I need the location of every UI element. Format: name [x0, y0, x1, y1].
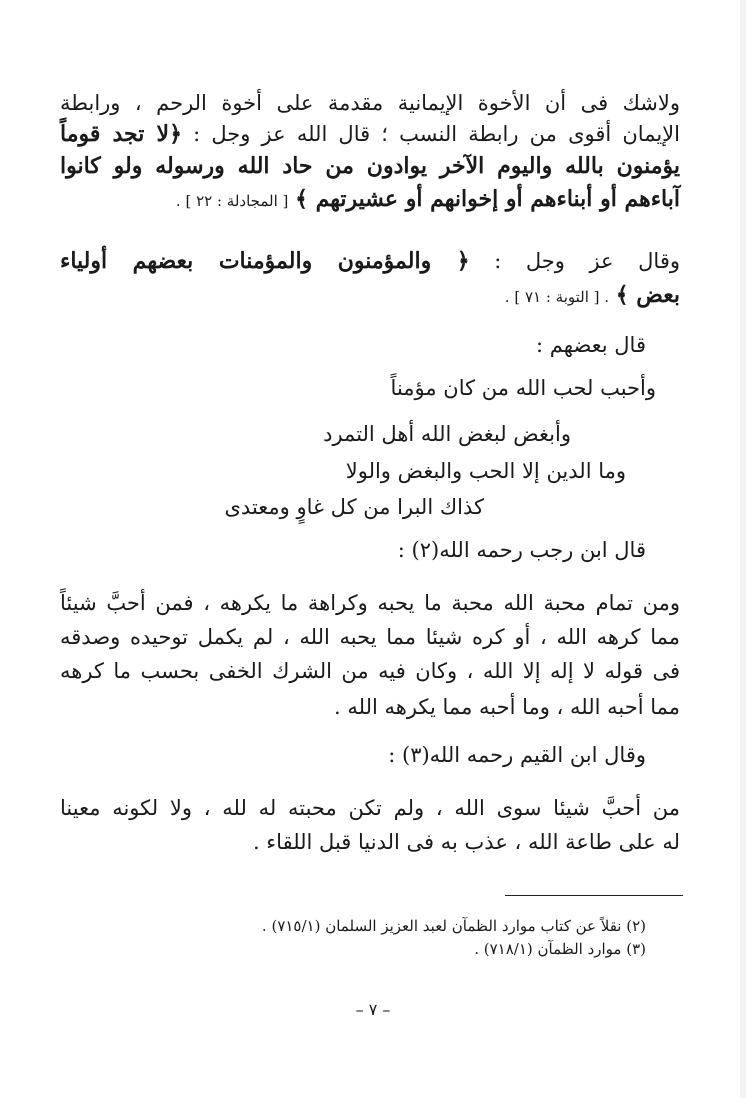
quote2-line1: من أحبَّ شيئا سوى الله ، ولم تكن محبته له لله ، ولا لكونه معينا: [60, 796, 680, 820]
footnote-2: (٢) نقلاً عن كتاب موارد الظمآن لعبد العزيز السلمان (٧١٥/١) .: [261, 917, 646, 935]
quote1-line3: فى قوله لا إله إلا الله ، وكان فيه من الشرك الخفى بحسب ما كرهه: [60, 659, 680, 683]
quote1-attribution: قال ابن رجب رحمه الله(٢) :: [397, 538, 646, 562]
paragraph2-line2: [60, 280, 680, 312]
paragraph2-line1: [60, 246, 680, 276]
quran-ref-mujadila: [ المجادلة : ٢٢ ] .: [175, 192, 289, 210]
quran-verse-tawba-end: بعض ﴾: [615, 282, 680, 308]
paragraph1-line2: [60, 119, 680, 149]
quran-verse-mujadila-end: آباءهم أو أبناءهم أو إخوانهم أو عشيرتهم ﴾: [295, 186, 680, 212]
quote1-line2: مما كرهه الله ، أو كره شيئا مما يحبه الله ، لم يكمل توحيده وصدقه: [60, 625, 680, 649]
paragraph2-line1-text: وقال عز وجل :: [494, 249, 680, 273]
footnote-divider: [505, 895, 683, 896]
page-edge: [740, 0, 746, 1098]
quote1-line1: ومن تمام محبة الله محبة ما يحبه وكراهة ما يكرهه ، فمن أحبَّ شيئاً: [60, 591, 680, 615]
quote1-line4: مما أحبه الله ، وما أحبه مما يكرهه الله .: [334, 695, 680, 719]
poem-verse-1: وأحبب لحب الله من كان مؤمناً: [390, 376, 656, 400]
paragraph1-line4: [60, 184, 680, 216]
paragraph1-line2-text: الإيمان أقوى من رابطة النسب ؛ قال الله عز وجل :: [193, 122, 680, 146]
quote2-attribution: وقال ابن القيم رحمه الله(٣) :: [388, 743, 646, 767]
paragraph1-line1: ولاشك فى أن الأخوة الإيمانية مقدمة على أخوة الرحم ، ورابطة: [60, 91, 680, 115]
poem-verse-4: كذاك البرا من كل غاوٍ ومعتدى: [224, 495, 484, 519]
quran-verse-mujadila-line2: يؤمنون بالله واليوم الآخر يوادون من حاد الله ورسوله ولو كانوا: [60, 153, 680, 179]
page-number: – ٧ –: [355, 1000, 391, 1019]
quran-verse-mujadila-start: ﴿لا تجد قوماً: [60, 121, 182, 147]
poem-verse-2: وأبغض لبغض الله أهل التمرد: [323, 422, 571, 446]
quran-verse-tawba: ﴿ والمؤمنون والمؤمنات بعضهم أولياء: [60, 248, 470, 274]
quote2-line2: له على طاعة الله ، عذب به فى الدنيا قبل اللقاء .: [252, 830, 680, 854]
quran-ref-tawba: . [ التوبة : ٧١ ] .: [504, 288, 610, 306]
poem-verse-3: وما الدين إلا الحب والبغض والولا: [345, 459, 626, 483]
footnote-3: (٣) موارد الظمآن (٧١٨/١) .: [474, 940, 646, 958]
poem-intro: قال بعضهم :: [536, 333, 646, 357]
